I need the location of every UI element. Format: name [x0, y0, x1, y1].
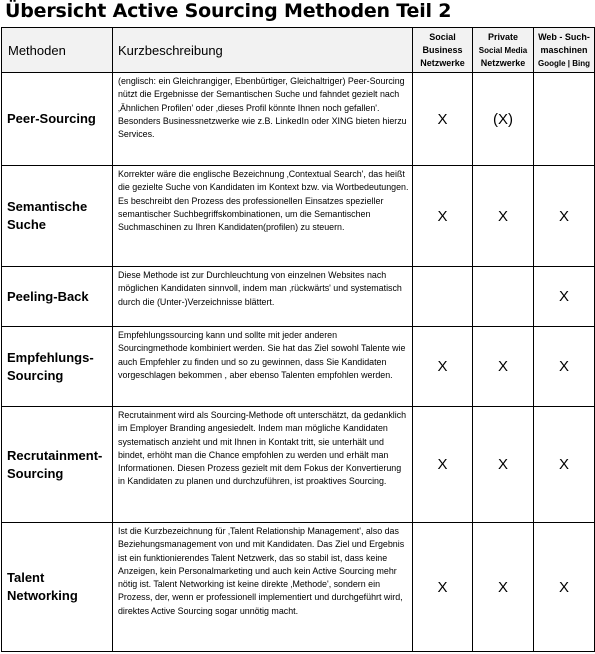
header-social-business-line-3: Netzwerke	[420, 57, 465, 68]
web-search-mark: X	[534, 327, 595, 407]
table-row	[2, 327, 595, 407]
social-business-mark: X	[413, 73, 473, 166]
header-web-search-line-3: Google | Bing	[537, 58, 590, 68]
web-search-mark: X	[534, 523, 595, 652]
method-description: Recrutainment wird als Sourcing-Methode oft unterschätzt, da gedanklich im Employer Branding angesiedelt. Indem man mögliche Kandidaten systematisch anzieht und mit Ihnen in Kontakt tritt, sie unterhält und bindet, erhöht man die Chance empfohlen zu werden und erhält man Informationen. Diesen Prozess gezielt mit dem Fokus der Konvertierung in Kandidaten zu planen und durchzuführen, ist proaktives Sourcing.	[113, 407, 413, 523]
page-title: Übersicht Active Sourcing Methoden Teil 2	[5, 0, 452, 22]
private-social-mark: X	[473, 407, 534, 523]
method-name: Recrutainment-Sourcing	[2, 407, 113, 523]
methods-table	[1, 27, 595, 652]
web-search-mark: X	[534, 407, 595, 523]
method-name: Peeling-Back	[2, 267, 113, 327]
method-name: Talent Networking	[2, 523, 113, 652]
method-name: Semantische Suche	[2, 166, 113, 267]
header-row	[2, 28, 595, 73]
method-name: Empfehlungs-Sourcing	[2, 327, 113, 407]
method-description: Korrekter wäre die englische Bezeichnung ‚Contextual Search', das heißt die gezielte Suche von Kandidaten im Kontext bzw. via Wortbedeutungen. Es beschreibt den Prozess des professionellen Einsatzes spezieller semantischer Suchbegriffskombinationen, um die Semantischen Suchmaschinen zu Ihren Kandidaten(profilen) zu steuern.	[113, 166, 413, 267]
header-description: Kurzbeschreibung	[113, 28, 413, 73]
table-row	[2, 523, 595, 652]
header-social-business-line-1: Social	[429, 31, 456, 42]
private-social-mark: X	[473, 327, 534, 407]
web-search-mark: X	[534, 267, 595, 327]
header-private-social-line-3: Netzwerke	[480, 57, 526, 68]
header-web-search-line-1: Web - Such-	[538, 31, 590, 42]
table-row	[2, 166, 595, 267]
header-private-social-line-2: Social Media	[478, 45, 528, 55]
method-description: Ist die Kurzbezeichnung für ‚Talent Relationship Management', also das Beziehungsmanagement von und mit Kandidaten. Das Ziel und Ergebnis ist ein funktionierendes Talent Netzwerk, das so stabil ist, dass keine Anzeigen, kein Personalmarketing und auch kein Active Sourcing mehr nötig ist. Talent Networking ist keine direkte ‚Methode', sondern ein Prozess, der, wenn er professionell implementiert und durchgeführt wird, direktes Active Sourcing sogar unnötig macht.	[113, 523, 413, 652]
method-description: (englisch: ein Gleichrangiger, Ebenbürtiger, Gleichaltriger) Peer-Sourcing nützt die Ergebnisse der Semantischen Suche und fahndet gezielt nach ‚Ähnlichen Profilen' oder ‚dieses Profil könnte Ihnen noch gefallen'. Besonders Businessnetzwerke wie z.B. LinkedIn oder XING bieten hierzu Services.	[113, 73, 413, 166]
private-social-mark	[473, 267, 534, 327]
method-description: Diese Methode ist zur Durchleuchtung von einzelnen Websites nach möglichen Kandidaten sinnvoll, indem man ‚rückwärts' und systematisch durch die (Unter-)Verzeichnisse blättert.	[113, 267, 413, 327]
header-web-search-line-2: maschinen	[540, 44, 588, 55]
web-search-mark	[534, 73, 595, 166]
method-description: Empfehlungssourcing kann und sollte mit jeder anderen Sourcingmethode kombiniert werden. Sie hat das Ziel sowohl Talente wie auch Empfehler zu finden und so zu gewinnen, dass Sie Kandidaten vorgeschlagen bekommen , aber ebenso Talenten empfohlen werden.	[113, 327, 413, 407]
table-row	[2, 73, 595, 166]
header-social-business	[413, 28, 473, 73]
private-social-mark: X	[473, 523, 534, 652]
header-private-social	[473, 28, 534, 73]
table-row	[2, 267, 595, 327]
social-business-mark: X	[413, 166, 473, 267]
header-social-business-line-2: Business	[422, 44, 463, 55]
private-social-mark: (X)	[473, 73, 534, 166]
private-social-mark: X	[473, 166, 534, 267]
social-business-mark	[413, 267, 473, 327]
header-web-search	[534, 28, 595, 73]
social-business-mark: X	[413, 327, 473, 407]
social-business-mark: X	[413, 523, 473, 652]
header-private-social-line-1: Private	[487, 31, 519, 42]
table-row	[2, 407, 595, 523]
method-name: Peer-Sourcing	[2, 73, 113, 166]
web-search-mark: X	[534, 166, 595, 267]
header-methods: Methoden	[2, 28, 113, 73]
social-business-mark: X	[413, 407, 473, 523]
